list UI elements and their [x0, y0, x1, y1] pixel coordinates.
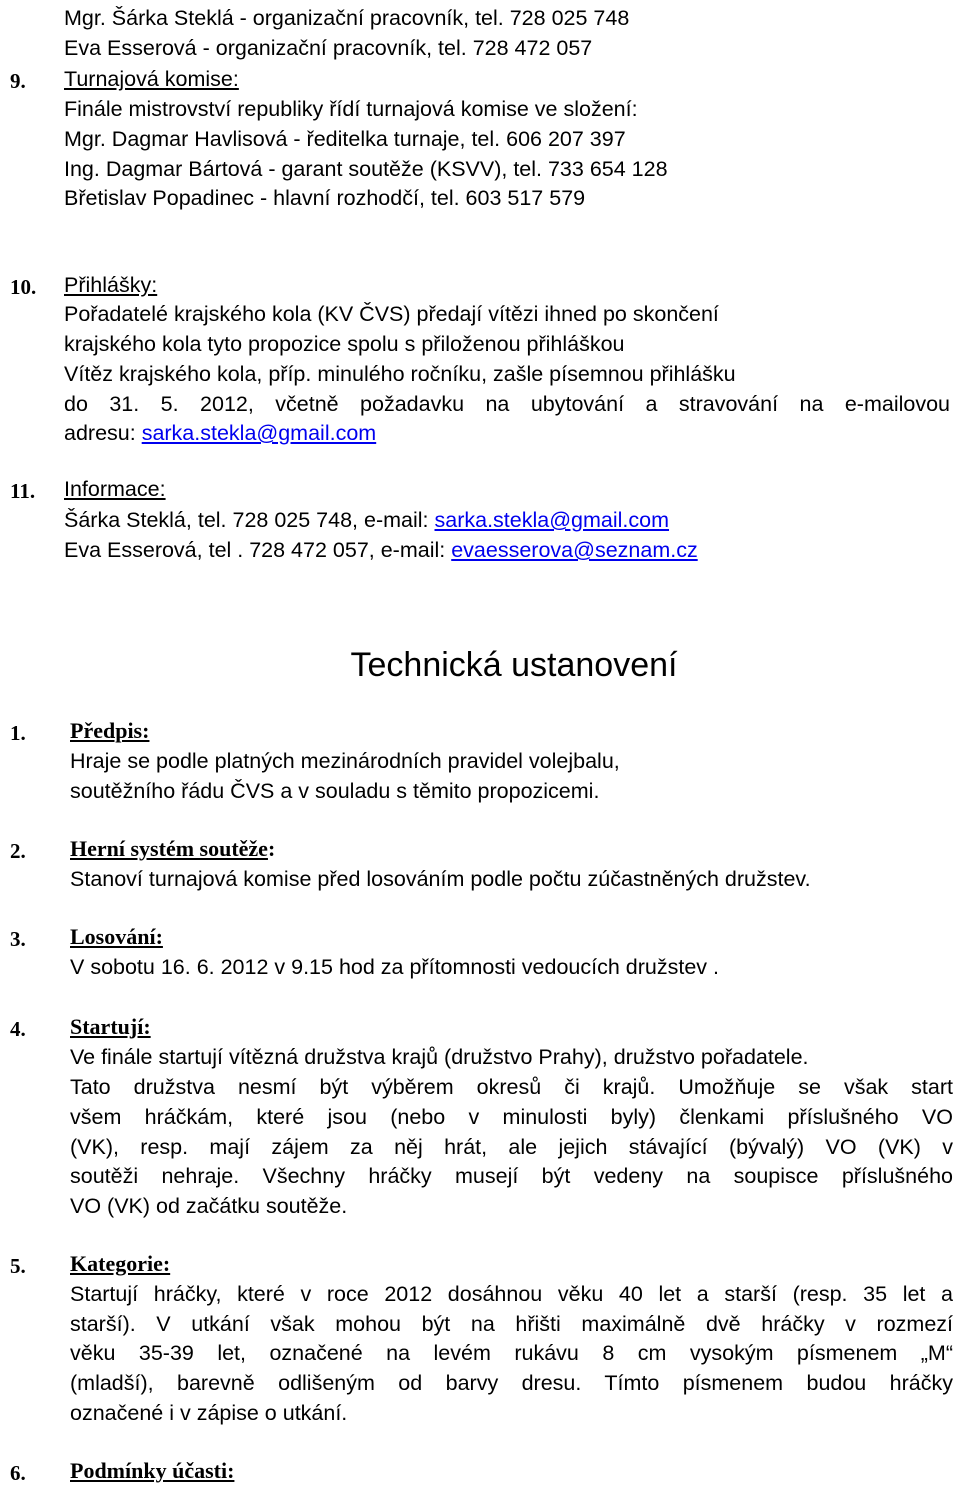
technical-5-line: Startují hráčky, které v roce 2012 dosáhnou věku 40 let a starší (resp. 35 let a	[70, 1282, 953, 1306]
technical-1-heading-text: Předpis:	[70, 718, 150, 743]
technical-4-line: soutěži nehraje. Všechny hráčky musejí být vedeny na soupisce příslušného	[70, 1164, 953, 1188]
info-line-esserova	[64, 535, 698, 565]
address-label: adresu:	[64, 421, 142, 445]
technical-1-number: 1.	[10, 721, 26, 745]
technical-4-heading: Startují:	[70, 1014, 151, 1039]
section-9-heading: Turnajová komise:	[64, 67, 239, 91]
info-label: Eva Esserová, tel . 728 472 057, e-mail:	[64, 538, 452, 562]
technical-6-number: 6.	[10, 1461, 26, 1485]
technical-1-line: soutěžního řádu ČVS a v souladu s těmito propozicemi.	[70, 779, 600, 803]
section-10-heading: Přihlášky:	[64, 273, 158, 297]
technical-4-heading-line	[70, 1012, 151, 1042]
technical-3-heading: Losování:	[70, 924, 163, 949]
section-10-line: Pořadatelé krajského kola (KV ČVS) předají vítězi ihned po skončení	[64, 302, 719, 326]
technical-5-line: starší). V utkání však mohou být na hřišti maximálně dvě hráčky v rozmezí	[70, 1312, 953, 1336]
technical-4-line: všem hráčkám, které jsou (nebo v minulosti byly) členkami příslušného VO	[70, 1105, 953, 1129]
technical-4-line: Tato družstva nesmí být výběrem okresů či krajů. Umožňuje se však start	[70, 1075, 953, 1099]
heading-colon: :	[267, 836, 276, 861]
technical-2-number: 2.	[10, 839, 26, 863]
technical-5-line: označené i v zápise o utkání.	[70, 1401, 348, 1425]
section-11-number: 11.	[10, 479, 36, 503]
technical-5-number: 5.	[10, 1254, 26, 1278]
section-11-heading: Informace:	[64, 477, 166, 501]
technical-2-heading: Herní systém soutěže	[70, 836, 268, 861]
technical-4-line: (VK), resp. mají zájem za něj hrát, ale jejich stávající (bývalý) VO (VK) v	[70, 1135, 953, 1159]
technical-5-line: věku 35-39 let, označené na levém rukávu 8 cm vysokým písmenem „M“	[70, 1341, 953, 1365]
email-link-stekla[interactable]: sarka.stekla@gmail.com	[141, 421, 377, 445]
technical-3-line: V sobotu 16. 6. 2012 v 9.15 hod za přítomnosti vedoucích družstev .	[70, 955, 719, 979]
section-10-line: Vítěz krajského kola, příp. minulého ročníku, zašle písemnou přihlášku	[64, 362, 736, 386]
technical-1-heading	[70, 716, 149, 746]
section-9-number: 9.	[10, 69, 26, 93]
info-line-stekla	[64, 505, 669, 535]
technical-5-heading-line	[70, 1249, 170, 1279]
technical-5-line: (mladší), barevně odlišeným od barvy dresu. Tímto písmenem budou hráčky	[70, 1371, 953, 1395]
info-label: Šárka Steklá, tel. 728 025 748, e-mail:	[64, 508, 435, 532]
contact-line-esserova: Eva Esserová - organizační pracovník, tel. 728 472 057	[64, 36, 593, 60]
section-9-line: Mgr. Dagmar Havlisová - ředitelka turnaje, tel. 606 207 397	[64, 127, 626, 151]
technical-3-heading-line	[70, 922, 163, 952]
section-9-line: Břetislav Popadinec - hlavní rozhodčí, tel. 603 517 579	[64, 186, 586, 210]
section-10-address-line	[64, 418, 376, 448]
email-link-esserova[interactable]: evaesserova@seznam.cz	[451, 538, 698, 562]
technical-2-line: Stanoví turnajová komise před losováním podle počtu zúčastněných družstev.	[70, 867, 811, 891]
email-link-stekla[interactable]: sarka.stekla@gmail.com	[434, 508, 670, 532]
contact-line-stekla: Mgr. Šárka Steklá - organizační pracovník, tel. 728 025 748	[64, 6, 630, 30]
section-10-number: 10.	[10, 275, 37, 299]
technical-3-number: 3.	[10, 927, 26, 951]
section-10-line: krajského kola tyto propozice spolu s přiloženou přihláškou	[64, 332, 625, 356]
technical-4-line: Ve finále startují vítězná družstva krajů (družstvo Prahy), družstvo pořadatele.	[70, 1045, 809, 1069]
section-9-line: Ing. Dagmar Bártová - garant soutěže (KSVV), tel. 733 654 128	[64, 157, 668, 181]
technical-2-heading-line	[70, 834, 275, 864]
technical-1-line: Hraje se podle platných mezinárodních pravidel volejbalu,	[70, 749, 620, 773]
technical-6-heading-line	[70, 1456, 234, 1486]
section-title: Technická ustanovení	[350, 646, 678, 684]
section-9-line: Finále mistrovství republiky řídí turnajová komise ve složení:	[64, 97, 638, 121]
technical-4-number: 4.	[10, 1017, 26, 1041]
technical-4-line: VO (VK) od začátku soutěže.	[70, 1194, 348, 1218]
section-10-line: do 31. 5. 2012, včetně požadavku na ubytování a stravování na e-mailovou	[64, 392, 950, 416]
technical-6-heading: Podmínky účasti:	[70, 1458, 235, 1483]
technical-5-heading: Kategorie:	[70, 1251, 171, 1276]
